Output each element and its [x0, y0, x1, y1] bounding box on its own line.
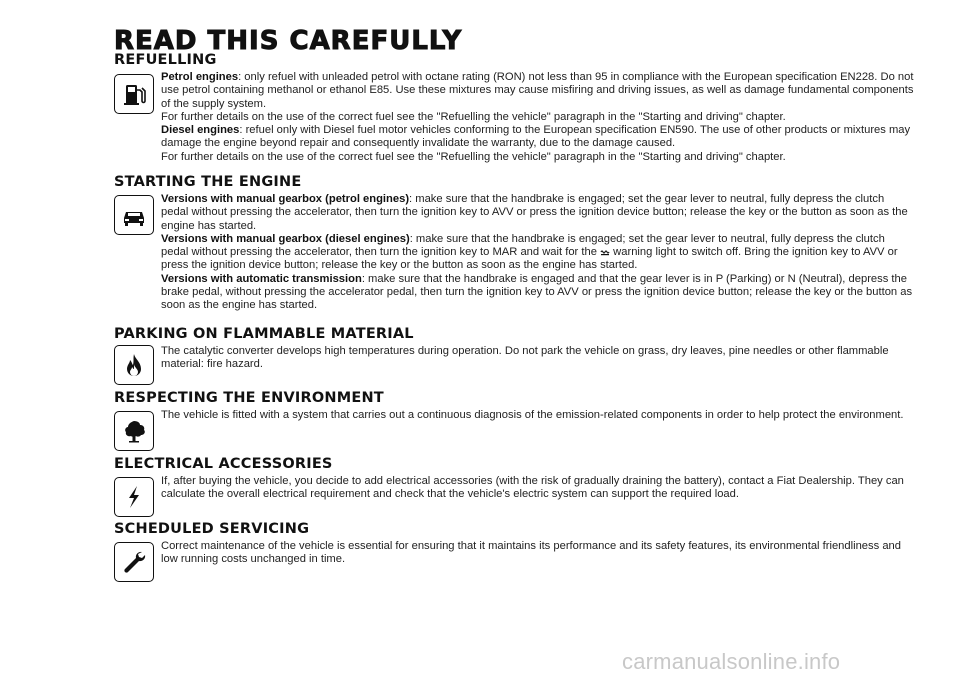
parking-section: [114, 326, 914, 372]
petrol-engines-text: : only refuel with unleaded petrol with octane rating (RON) not less than 95 in compliance with the European specification EN228. Do not use petrol containing methanol or ethanol E85. Use these mixtures may cause misfiring and driving issues, as well as damage fundamental components of the supply system.: [161, 71, 914, 110]
refuelling-title: REFUELLING: [114, 52, 217, 68]
environment-title: RESPECTING THE ENVIRONMENT: [114, 390, 384, 406]
electrical-text: [161, 475, 914, 502]
environment-text: [161, 409, 914, 422]
manual-diesel-text-b: warning light to switch off. Bring the ignition key to AVV or press the ignition device button; release the key or the button as soon as the engine has started.: [161, 246, 898, 272]
servicing-text: [161, 540, 914, 567]
servicing-section: [114, 521, 914, 567]
footer-watermark-link[interactable]: carmanualsonline.info: [622, 649, 841, 674]
manual-diesel-label: Versions with manual gearbox (diesel engines): [161, 232, 410, 245]
refuelling-text: [161, 71, 914, 164]
starting-section: [114, 174, 914, 313]
starting-text: [161, 193, 914, 313]
electrical-section: [114, 456, 914, 502]
parking-title: PARKING ON FLAMMABLE MATERIAL: [114, 326, 414, 342]
servicing-paragraph: Correct maintenance of the vehicle is essential for ensuring that it maintains its performance and its safety features, its environmental friendliness and low running costs unchanged in time.: [161, 540, 901, 566]
wrench-icon: [114, 542, 154, 582]
servicing-title: SCHEDULED SERVICING: [114, 521, 310, 537]
diesel-engines-label: Diesel engines: [161, 124, 240, 137]
manual-petrol-label: Versions with manual gearbox (petrol engines): [161, 193, 410, 205]
manual-petrol-text: : make sure that the handbrake is engaged; set the gear lever to neutral, fully depress the clutch pedal without pressing the accelerator, then turn the ignition key to AVV or press the ignition device button; release the key or the button as soon as the engine has started.: [161, 193, 908, 232]
fuel-pump-icon: [114, 74, 154, 114]
flame-icon: [114, 345, 154, 385]
petrol-reference: For further details on the use of the correct fuel see the "Refuelling the vehicle" paragraph in the "Starting and driving" chapter.: [161, 110, 786, 123]
glow-plug-warning-icon: [600, 249, 610, 256]
environment-paragraph: The vehicle is fitted with a system that carries out a continuous diagnosis of the emission-related components in order to help protect the environment.: [161, 409, 904, 421]
automatic-label: Versions with automatic transmission: [161, 272, 362, 285]
starting-title: STARTING THE ENGINE: [114, 174, 302, 190]
electrical-paragraph: If, after buying the vehicle, you decide to add electrical accessories (with the risk of gradually draining the battery), contact a Fiat Dealership. They can calculate the overall electrical requirement and check that the vehicle's electric system can support the required load.: [161, 475, 904, 501]
lightning-bolt-icon: [114, 477, 154, 517]
electrical-title: ELECTRICAL ACCESSORIES: [114, 456, 333, 472]
diesel-reference: For further details on the use of the correct fuel see the "Refuelling the vehicle" paragraph in the "Starting and driving" chapter.: [161, 150, 786, 163]
page-title: READ THIS CAREFULLY: [114, 26, 463, 56]
refuelling-section: [114, 52, 914, 164]
tree-icon: [114, 411, 154, 451]
environment-section: [114, 390, 914, 422]
parking-paragraph: The catalytic converter develops high temperatures during operation. Do not park the vehicle on grass, dry leaves, pine needles or other flammable material: fire hazard.: [161, 345, 889, 371]
automatic-text: : make sure that the handbrake is engaged and that the gear lever is in P (Parking) or N (Neutral), depress the brake pedal, without pressing the accelerator pedal, then turn the ignition key to AVV or press the ignition device button; release the key or the button as soon as the engine has started.: [161, 272, 913, 312]
diesel-engines-text: : refuel only with Diesel fuel motor vehicles conforming to the European specification EN590. The use of other products or mixtures may damage the engine beyond repair and consequently invalidate the warranty, due to the damage caused.: [161, 124, 911, 150]
parking-text: [161, 345, 914, 372]
manual-diesel-text-a: : make sure that the handbrake is engaged; set the gear lever to neutral, fully depress the clutch pedal without pressing the accelerator, then turn the ignition key to MAR and wait for the: [161, 232, 885, 259]
petrol-engines-label: Petrol engines: [161, 71, 239, 83]
car-front-icon: [114, 195, 154, 235]
